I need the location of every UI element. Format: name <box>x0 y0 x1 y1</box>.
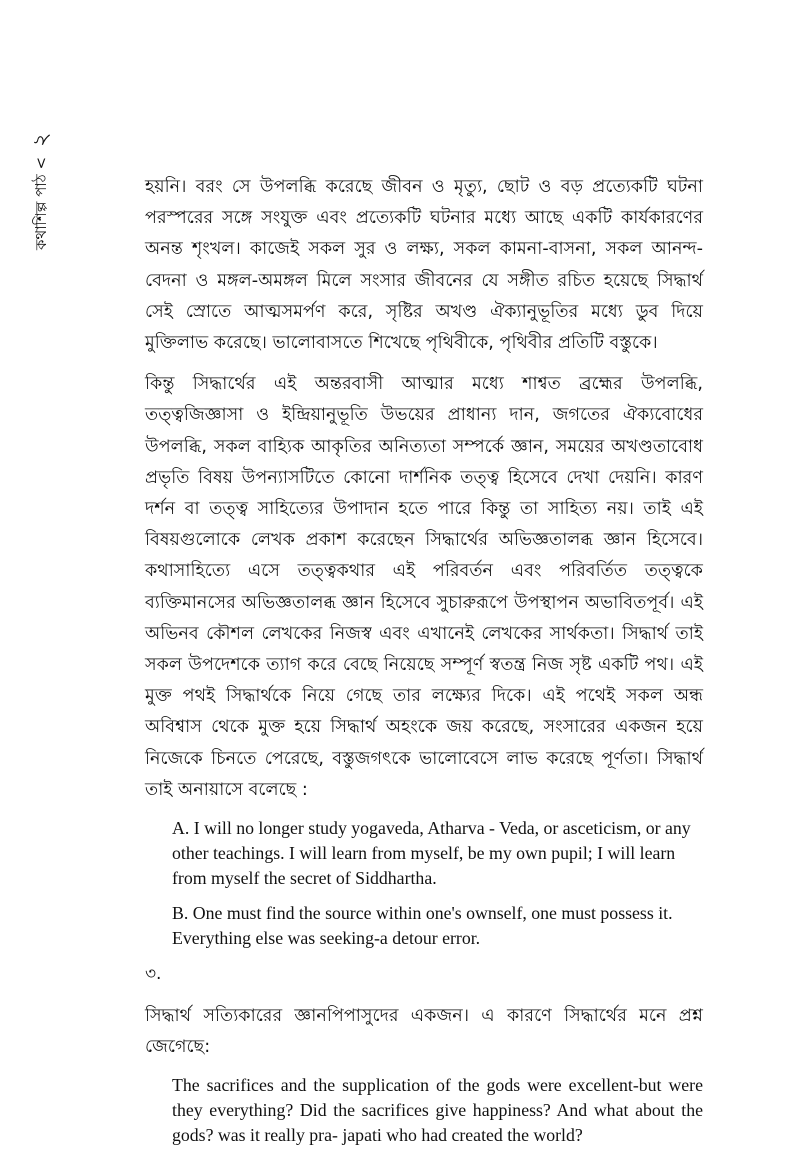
page-body <box>145 172 703 1158</box>
quote-a: A. I will no longer study yogaveda, Atharva - Veda, or asceticism, or any other teachings. I will learn from myself, be my own pupil; I will learn from myself the secret of Siddhartha. <box>172 818 691 889</box>
section-paragraph: সিদ্ধার্থ সত্যিকারের জ্ঞানপিপাসুদের একজন। এ কারণে সিদ্ধার্থের মনে প্রশ্ন জেগেছে: <box>145 1006 703 1058</box>
final-quote: The sacrifices and the supplication of the gods were excellent-but were they everything? Did the sacrifices give happiness? And what about the gods? was it really pra- japati who had created the world? <box>172 1075 703 1146</box>
running-title: কথাশিল্প পাঠ < <box>31 156 50 250</box>
paragraph-1: হয়নি। বরং সে উপলব্ধি করেছে জীবন ও মৃত্যু, ছোট ও বড় প্রত্যেকটি ঘটনা পরস্পরের সঙ্গে সংযুক্ত এবং প্রত্যেকটি ঘটনার মধ্যে আছে একটি কার্যকারণের অনন্ত শৃংখল। কাজেই সকল সুর ও লক্ষ্য, সকল কামনা-বাসনা, সকল আনন্দ-বেদনা ও মঙ্গল-অমঙ্গল মিলে সংসার জীবনের যে সঙ্গীত রচিত হয়েছে সিদ্ধার্থ সেই স্রোতে আত্মসমর্পণ করে, সৃষ্টির অখণ্ড ঐক্যানুভূতির মধ্যে ডুব দিয়ে মুক্তিলাভ করেছে। ভালোবাসতে শিখেছে পৃথিবীকে, পৃথিবীর প্রতিটি বস্তুকে। <box>145 177 704 354</box>
page-number: ২ <box>28 132 54 147</box>
section-number: ৩. <box>145 964 162 985</box>
running-header <box>22 80 62 250</box>
quote-b: B. One must find the source within one's ownself, one must possess it. Everything else was seeking-a detour error. <box>172 903 673 949</box>
paragraph-2: কিন্তু সিদ্ধার্থের এই অন্তরবাসী আত্মার মধ্যে শাশ্বত ব্রহ্মের উপলব্ধি, তত্ত্বজিজ্ঞাসা ও ইন্দ্রিয়ানুভূতি উভয়ের প্রাধান্য দান, জগতের ঐক্যবোধের উপলব্ধি, সকল বাহ্যিক আকৃতির অনিত্যতা সম্পর্কে জ্ঞান, সময়ের অখণ্ডতাবোধ প্রভৃতি বিষয় উপন্যাসটিতে কোনো দার্শনিক তত্ত্ব হিসেবে দেখা দেয়নি। কারণ দর্শন বা তত্ত্ব সাহিত্যের উপাদান হতে পারে কিন্তু তা সাহিত্য নয়। তাই এই বিষয়গুলোকে লেখক প্রকাশ করেছেন সিদ্ধার্থের অভিজ্ঞতালব্ধ জ্ঞান হিসেবে। কথাসাহিত্যে এসে তত্ত্বকথার এই পরিবর্তন এবং পরিবর্তিত তত্ত্বকে ব্যক্তিমানসের অভিজ্ঞতালব্ধ জ্ঞান হিসেবে সুচারুরূপে উপস্থাপন অভাবিতপূর্ব। এই অভিনব কৌশল লেখকের নিজস্ব এবং এখানেই লেখকের সার্থকতা। সিদ্ধার্থ তাই সকল উপদেশকে ত্যাগ করে বেছে নিয়েছে সম্পূর্ণ স্বতন্ত্র নিজ সৃষ্ট একটি পথ। এই মুক্ত পথই সিদ্ধার্থকে নিয়ে গেছে তার লক্ষ্যের দিকে। এই পথেই সকল অন্ধ অবিশ্বাস থেকে মুক্ত হয়ে সিদ্ধার্থ অহংকে জয় করেছে, সংসারের একজন হয়ে নিজেকে চিনতে পেরেছে, বস্তুজগৎকে ভালোবেসে লাভ করেছে পূর্ণতা। সিদ্ধার্থ তাই অনায়াসে বলেছে : <box>145 374 703 800</box>
